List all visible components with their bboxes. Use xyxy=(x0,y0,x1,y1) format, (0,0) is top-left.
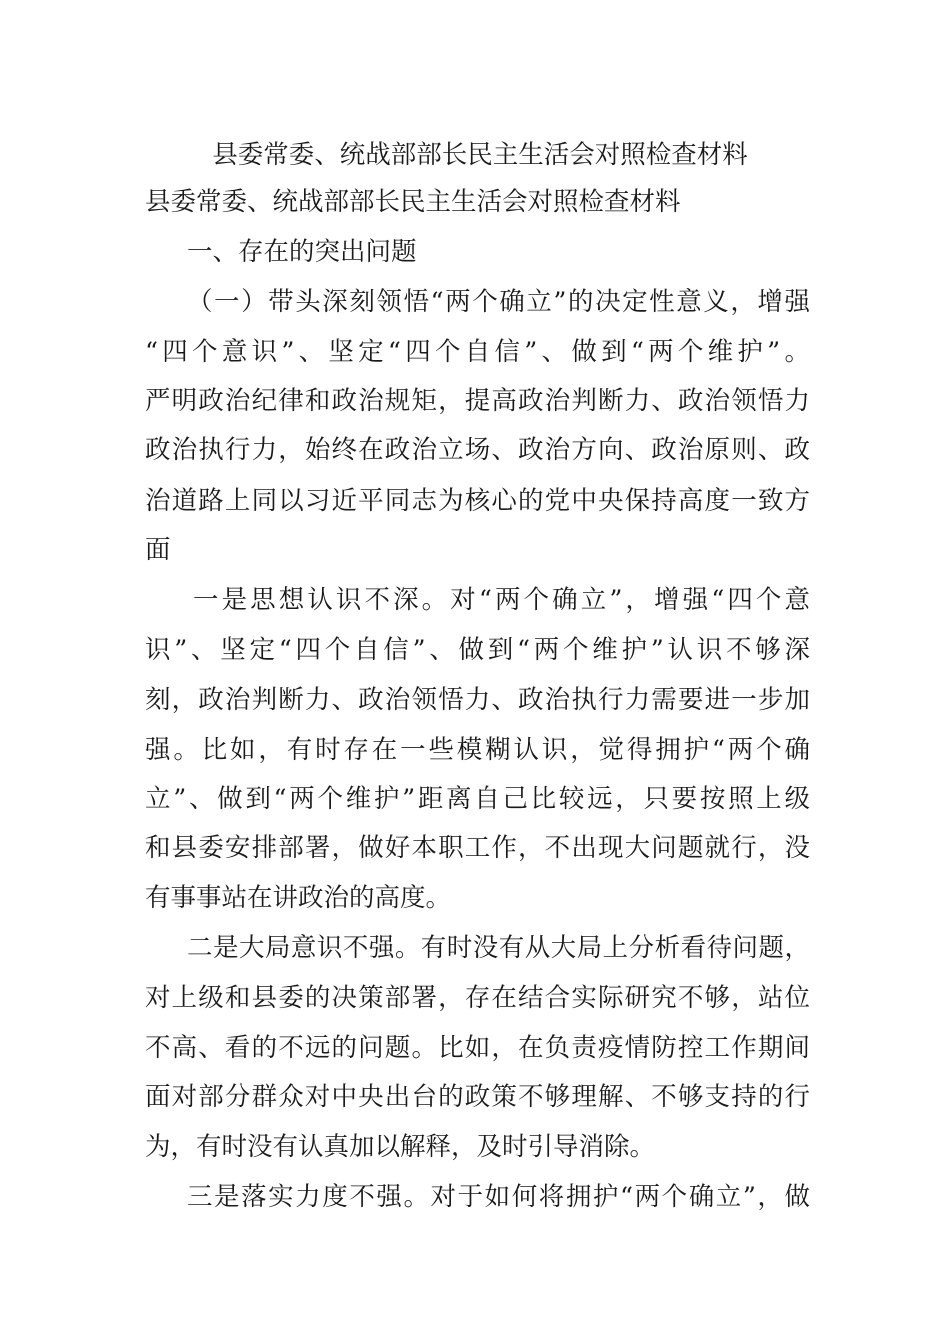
paragraph-line: 有事事站在讲政治的高度。 xyxy=(145,883,452,913)
paragraph-line: 强。比如，有时存在一些模糊认识，觉得拥护“两个确 xyxy=(145,735,810,765)
paragraph-line: 识”、坚定“四个自信”、做到“两个维护”认识不够深 xyxy=(145,635,810,665)
paragraph-line: 治道路上同以习近平同志为核心的党中央保持高度一致方 xyxy=(145,486,810,516)
paragraph-line: 面对部分群众对中央出台的政策不够理解、不够支持的行 xyxy=(145,1082,810,1112)
paragraph-line: 政治执行力，始终在政治立场、政治方向、政治原则、政 xyxy=(145,435,810,465)
section-heading: 一、存在的突出问题 xyxy=(187,237,417,267)
paragraph-line: 对上级和县委的决策部署，存在结合实际研究不够，站位 xyxy=(145,983,810,1013)
paragraph-line: 面 xyxy=(145,535,171,565)
paragraph-line: 严明政治纪律和政治规矩，提高政治判断力、政治领悟力 xyxy=(145,386,810,416)
document-subtitle: 县委常委、统战部部长民主生活会对照检查材料 xyxy=(145,187,681,217)
paragraph-line: 三是落实力度不强。对于如何将拥护“两个确立”，做 xyxy=(187,1182,810,1212)
paragraph-line: 刻，政治判断力、政治领悟力、政治执行力需要进一步加 xyxy=(145,685,810,715)
paragraph-line: 不高、看的不远的问题。比如，在负责疫情防控工作期间 xyxy=(145,1033,810,1063)
document-title: 县委常委、统战部部长民主生活会对照检查材料 xyxy=(212,140,748,170)
paragraph-line: 为，有时没有认真加以解释，及时引导消除。 xyxy=(145,1132,656,1162)
paragraph-line: “四个意识”、坚定“四个自信”、做到“两个维护”。 xyxy=(145,337,810,367)
paragraph-line: （一）带头深刻领悟“两个确立”的决定性意义，增强 xyxy=(187,287,810,317)
paragraph-line: 和县委安排部署，做好本职工作，不出现大问题就行，没 xyxy=(145,833,810,863)
paragraph-line: 一是思想认识不深。对“两个确立”，增强“四个意 xyxy=(193,585,810,615)
paragraph-line: 立”、做到“两个维护”距离自己比较远，只要按照上级 xyxy=(145,784,810,814)
paragraph-line: 二是大局意识不强。有时没有从大局上分析看待问题， xyxy=(187,933,810,963)
